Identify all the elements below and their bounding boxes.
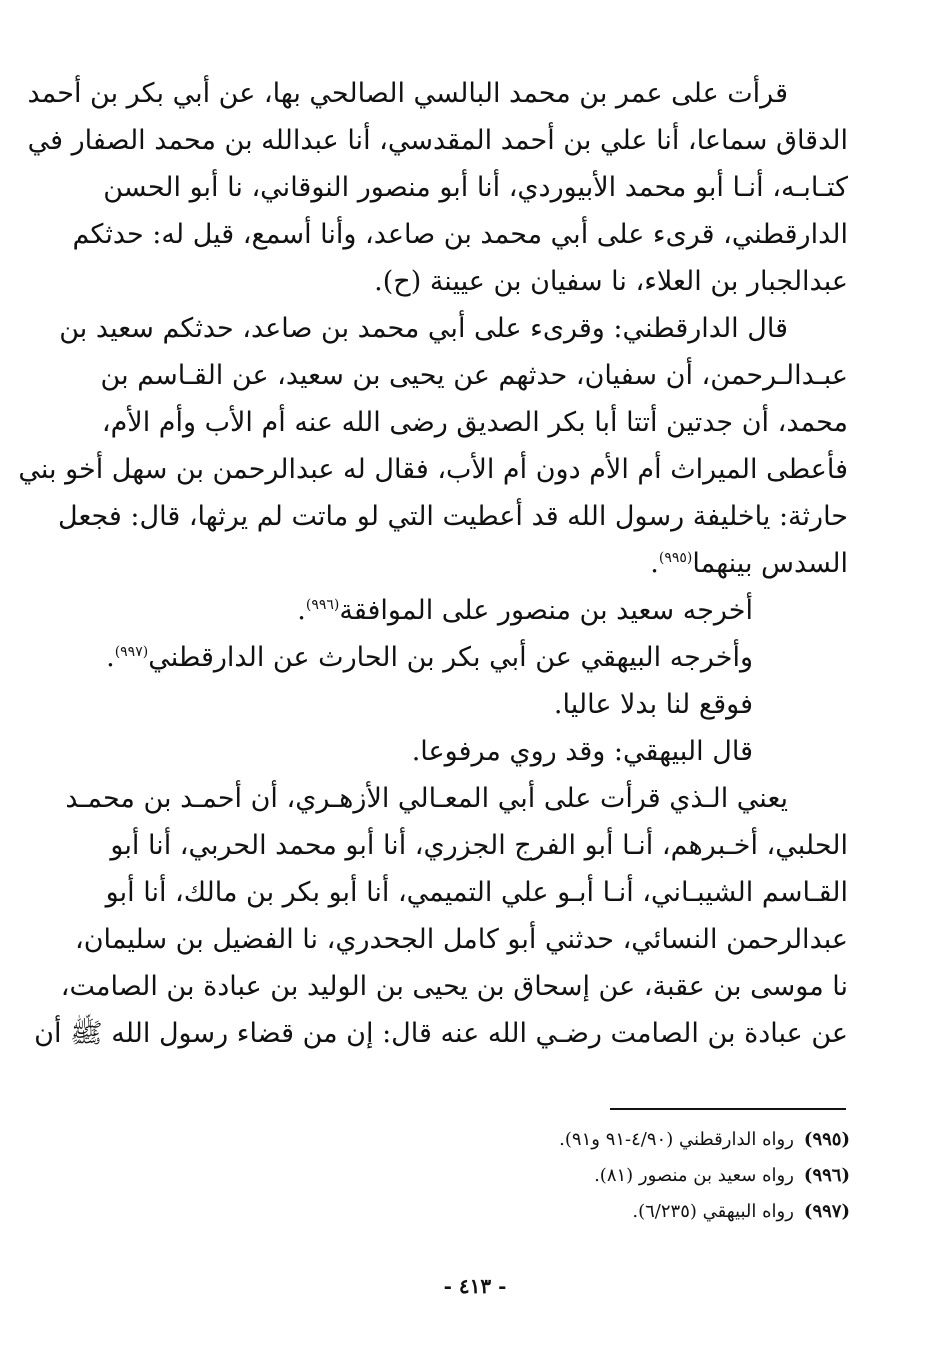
footnote-marker[interactable]: (٩٩٥)	[658, 550, 693, 566]
text-line: يعني الـذي قرأت على أبي المعـالي الأزهـري، أن أحمـد بن محمـد	[65, 783, 788, 814]
text-line: قال البيهقي: وقد روي مرفوعا.	[411, 736, 753, 767]
paragraph-1	[27, 70, 848, 305]
footnote-text: رواه سعيد بن منصور (٨١).	[594, 1165, 794, 1186]
line-text: السدس بينهما	[692, 548, 848, 579]
text-line: القـاسم الشيبـاني، أنـا أبـو علي التميمي، أنا أبو بكر بن مالك، أنا أبو	[105, 877, 848, 908]
text-line: محمد، أن جدتين أتتا أبا بكر الصديق رضى الله عنه أم الأب وأم الأم،	[101, 407, 848, 438]
line-text: وأخرجه البيهقي عن أبي بكر بن الحارث عن الدارقطني	[148, 642, 753, 673]
footnote-marker[interactable]: (٩٩٧)	[114, 644, 149, 660]
footnote-ref: ٩٩٧	[120, 644, 143, 660]
footnote-number: (٩٩٦)	[803, 1165, 850, 1186]
line-end: .	[297, 595, 306, 626]
footnote-ref: ٩٩٥	[664, 550, 687, 566]
page-number: - ٤١٣ -	[443, 1274, 507, 1298]
footnote-text: رواه البيهقي (٦/٢٣٥).	[632, 1201, 794, 1222]
text-line	[128, 587, 848, 634]
paragraph-2	[18, 305, 848, 587]
line-end: .	[650, 548, 659, 579]
text-line: قال الدارقطني: وقرىء على أبي محمد بن صاعد، حدثكم سعيد بن	[59, 313, 788, 344]
footnote-divider	[610, 1108, 846, 1110]
text-line	[128, 540, 848, 587]
paragraph-3	[34, 775, 848, 1057]
footnote-item	[380, 1194, 850, 1230]
line-end: .	[106, 642, 115, 673]
text-line: الدارقطني، قرىء على أبي محمد بن صاعد، وأنا أسمع، قيل له: حدثكم	[72, 219, 848, 250]
footnote-item	[380, 1122, 850, 1158]
text-line: فوقع لنا بدلا عاليا.	[553, 689, 753, 720]
text-line: قرأت على عمر بن محمد البالسي الصالحي بها، عن أبي بكر بن أحمد	[27, 78, 788, 109]
line-text: أخرجه سعيد بن منصور على الموافقة	[339, 595, 753, 626]
footnote-item	[380, 1158, 850, 1194]
text-line: الحلبي، أخـبرهم، أنـا أبو الفرج الجزري، أنا أبو محمد الحربي، أنا أبو	[110, 830, 848, 861]
text-line: فأعطى الميراث أم الأم دون أم الأب، فقال له عبدالرحمن بن سهل أخو بني	[18, 454, 848, 485]
text-line: الدقاق سماعا، أنا علي بن أحمد المقدسي، أنا عبدالله بن محمد الصفار في	[27, 125, 848, 156]
footnote-text: رواه الدارقطني (٤/٩٠-٩١ و٩١).	[559, 1129, 794, 1150]
footnotes	[380, 1122, 850, 1230]
footnote-number: (٩٩٧)	[803, 1201, 850, 1222]
text-line: نا موسى بن عقبة، عن إسحاق بن يحيى بن الوليد بن عبادة بن الصامت،	[60, 971, 848, 1002]
footnote-marker[interactable]: (٩٩٦)	[305, 597, 340, 613]
main-text	[18, 70, 848, 1057]
text-line: عبدالجبار بن العلاء، نا سفيان بن عيينة (ح).	[374, 266, 848, 297]
footnote-number: (٩٩٥)	[803, 1129, 850, 1150]
text-line: عن عبادة بن الصامت رضـي الله عنه قال: إن من قضاء رسول الله ﷺ أن	[34, 1018, 848, 1049]
short-lines	[106, 587, 848, 775]
footnote-ref: ٩٩٦	[311, 597, 334, 613]
text-line: عبدالرحمن النسائي، حدثني أبو كامل الجحدري، نا الفضيل بن سليمان،	[75, 924, 848, 955]
text-line: حارثة: ياخليفة رسول الله قد أعطيت التي لو ماتت لم يرثها، قال: فجعل	[58, 501, 848, 532]
text-line: عبـدالـرحمن، أن سفيان، حدثهم عن يحيى بن سعيد، عن القـاسم بن	[100, 360, 848, 391]
text-line	[106, 634, 848, 681]
text-line: كتـابـه، أنـا أبو محمد الأبيوردي، أنا أبو منصور النوقاني، نا أبو الحسن	[103, 172, 848, 203]
